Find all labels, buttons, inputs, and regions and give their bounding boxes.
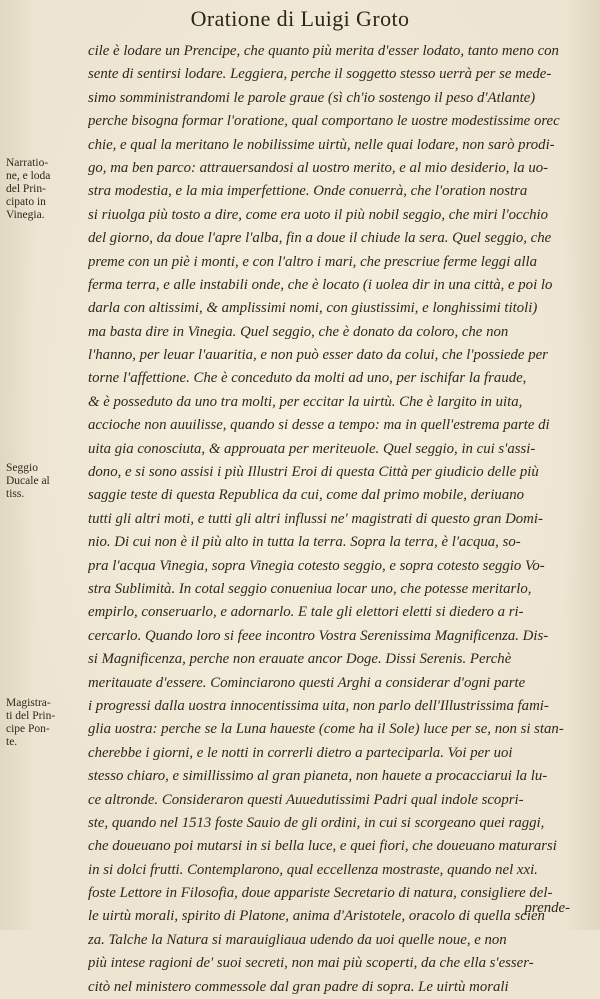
body-line: glia uostra: perche se la Luna haueste (come ha il Sole) luce per se, non si stan- [88,721,564,738]
body-line: za. Talche la Natura si marauigliaua udendo da uoi quelle noue, e non [88,931,507,948]
margin-note-seggio-ducale [6,462,88,501]
margin-note-narratione [6,157,88,222]
body-line: cercarlo. Quando loro si feee incontro Vostra Serenissima Magnificenza. Dis- [88,627,549,644]
margin-note-line: tiss. [6,488,25,500]
body-line: del giorno, da doue l'apre l'alba, fin a doue il chiude la sera. Quel seggio, che [88,230,552,247]
margin-note-line: cipe Pon- [6,723,50,735]
body-line: citò nel ministero commessole dal gran padre di sopra. Le uirtù morali [88,978,509,995]
margin-note-line: te. [6,736,18,748]
body-line: si riuolga più tosto a dire, come era uoto il più nobil seggio, che miri l'occhio [88,206,549,223]
body-line: che doueuano poi mutarsi in si bella luce, e quei fiori, che doueuano maturarsi [88,838,557,855]
body-line: torne l'affettione. Che è conceduto da molti ad uno, per ischifar la fraude, [88,370,527,387]
body-line: foste Lettore in Filosofia, doue appariste Secretario di natura, consigliere del- [88,885,553,902]
body-line: accioche non auuilisse, quando si desse a tempo: ma in quell'estrema parte di [88,417,550,434]
body-line: uita gia conosciuta, & approuata per meriteuole. Quel seggio, in cui s'assi- [88,440,536,457]
body-text [88,40,586,999]
margin-note-line: cipato in [6,196,46,208]
running-header: Oratione di Luigi Groto [190,6,410,31]
margin-note-magistrati [6,697,88,749]
body-line: più intese ragioni de' suoi secreti, non mai più scoperti, da che ella s'esser- [88,955,534,972]
body-line: simo somministrandomi le parole graue (sì ch'io sostengo il peso d'Atlante) [88,89,536,106]
body-line: ma basta dire in Vinegia. Quel seggio, che è donato da coloro, che non [88,323,509,340]
margin-note-line: ne, e loda [6,170,51,182]
body-line: cile è lodare un Prencipe, che quanto più merita d'esser lodato, tanto meno con [88,43,559,59]
body-line: si Magnificenza, perche non erauate ancor Doge. Dissi Serenis. Perchè [88,651,512,668]
body-line: & è posseduto da uno tra molti, per eccitar la uirtù. Che è largito in uita, [88,393,523,410]
body-line: stra modestia, e la mia imperfettione. Onde conuerrà, che l'oration nostra [88,183,528,200]
body-line: chie, e qual la meritano le nobilissime uirtù, nelle quai lodare, non sarò prodi- [88,136,555,153]
body-line: ferma terra, e alle instabili onde, che è locato (i uolea dir in una città, e poi lo [88,276,553,293]
body-line: dono, e si sono assisi i più Illustri Eroi di questa Città per giudicio delle più [88,464,539,481]
body-line: ste, quando nel 1513 foste Sauio de gli ordini, in cui si scorgeano quei raggi, [88,814,545,831]
body-line: sente di sentirsi lodare. Leggiera, perche il soggetto stesso uerrà per se mede- [88,66,552,83]
body-line: ce altronde. Consideraron questi Auuedutissimi Padri qual indole scopri- [88,791,524,808]
margin-note-line: ti del Prin- [6,710,56,722]
margin-note-line: Seggio [6,462,38,474]
body-line: preme con un piè i monti, e con l'altro i mari, che prescriue ferme leggi alla [88,253,538,270]
body-line: perche bisogna formar l'oratione, qual comportano le uostre modestissime orec [88,113,560,130]
body-line: le uirtù morali, spirito di Platone, anima d'Aristotele, oracolo di quella scien [88,908,545,925]
body-line: go, ma ben parco: attrauersandosi al uostro merito, e al mio desiderio, la uo- [88,159,549,176]
body-line: darla con altissimi, & amplissimi nomi, con giustissimi, e longhissimi titoli) [88,300,538,317]
margin-note-line: Magistra- [6,697,51,709]
margin-note-line: del Prin- [6,183,46,195]
body-line: i progressi dalla uostra innocentissima uita, non parlo dell'Illustrissima fami- [88,697,549,714]
body-line: pra l'acqua Vinegia, sopra Vinegia cotesto seggio, e sopra cotesto seggio Vo- [88,557,545,574]
catchword: prende- [524,900,570,916]
body-line: empirlo, conseruarlo, e adornarlo. E tale gli elettori eletti si diedero a ri- [88,604,524,621]
body-line: l'hanno, per leuar l'auaritia, e non può esser dato da colui, che l'possiede per [88,347,548,364]
body-line: saggie teste di questa Republica da cui, come dal primo mobile, deriuano [88,487,525,504]
body-line: nio. Di cui non è il più alto in tutta la terra. Sopra la terra, è l'acqua, so- [88,534,521,551]
margin-note-line: Narratio- [6,157,49,169]
body-line: stra Sublimità. In cotal seggio conueniua locar uno, che potesse meritarlo, [88,580,532,597]
body-line: meritauate d'essere. Cominciarono questi Arghi a considerar d'ogni parte [88,674,526,691]
body-line: stesso chiaro, e simillissimo al gran pianeta, non hauete a procacciarui la lu- [88,768,548,785]
body-line: tutti gli altri moti, e tutti gli altri influssi ne' magistrati di questo gran Domi- [88,510,543,527]
margin-note-line: Vinegia. [6,209,45,221]
margin-note-line: Ducale al [6,475,50,487]
body-line: cherebbe i giorni, e le notti in correrli dietro a parteciparla. Voi per uoi [88,744,513,761]
body-line: in si dolci frutti. Contemplarono, qual eccellenza mostraste, quando nel xxi. [88,861,538,878]
